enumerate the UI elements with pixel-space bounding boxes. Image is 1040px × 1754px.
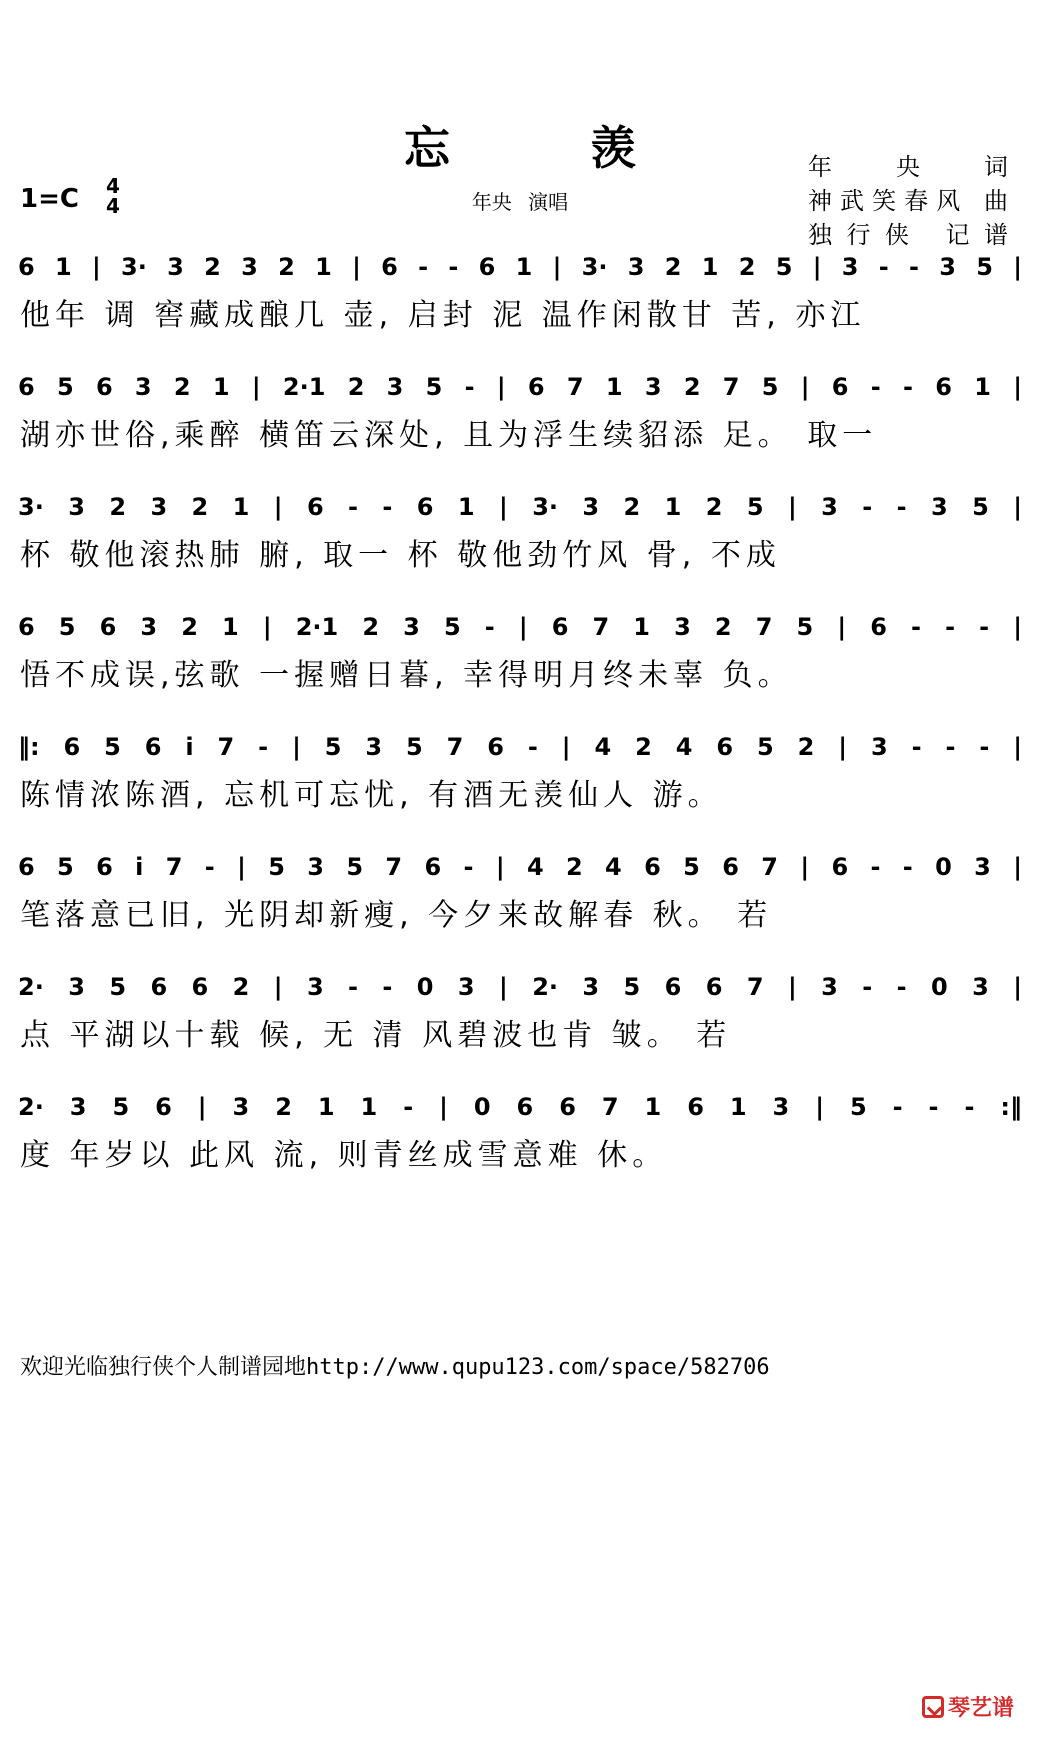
- page-title: 忘 羡: [403, 121, 698, 175]
- lyrics-row: 湖亦世俗,乘醉 横笛云深处, 且为浮生续貂添 足。 取一: [20, 418, 878, 453]
- time-signature-bottom: 4: [106, 194, 120, 218]
- lyrics-row: 他年 调 窖藏成酿几 壶, 启封 泥 温作闲散甘 苦, 亦江: [20, 298, 866, 333]
- notation-row: ‖: 6 5 6 i 7 - | 5 3 5 7 6 - | 4 2 4 6 5 2 | 3 - - - |: [18, 733, 1022, 761]
- time-signature-top: 4: [106, 174, 120, 198]
- score-line: [0, 842, 1040, 962]
- score-line: [0, 602, 1040, 722]
- notation-row: 6 5 6 3 2 1 | 2·1 2 3 5 - | 6 7 1 3 2 7 5 | 6 - - - |: [18, 613, 1022, 641]
- lyrics-row: 笔落意已旧, 光阴却新瘦, 今夕来故解春 秋。 若: [20, 898, 773, 933]
- lyrics-row: 杯 敬他滚热肺 腑, 取一 杯 敬他劲竹风 骨, 不成: [20, 538, 781, 573]
- composer-credit: 神武笑春风 曲: [808, 187, 1008, 215]
- lyrics-row: 悟不成误,弦歌 一握赠日暮, 幸得明月终未辜 负。: [20, 658, 793, 693]
- lyrics-row: 度 年岁以 此风 流, 则青丝成雪意难 休。: [20, 1138, 668, 1173]
- score-line: [0, 962, 1040, 1082]
- score-line: [0, 362, 1040, 482]
- score-line: [0, 482, 1040, 602]
- notation-row: 2· 3 5 6 6 2 | 3 - - 0 3 | 2· 3 5 6 6 7 | 3 - - 0 3 |: [18, 973, 1022, 1001]
- footer-link[interactable]: 欢迎光临独行侠个人制谱园地http://www.qupu123.com/space/582706: [20, 1355, 770, 1380]
- score-line: [0, 722, 1040, 842]
- logo: [922, 1691, 1014, 1722]
- transcriber-credit: 独行侠 记谱: [808, 221, 1008, 249]
- lyrics-row: 点 平湖以十载 候, 无 清 风碧波也肯 皱。 若: [20, 1018, 732, 1053]
- score-line: [0, 242, 1040, 362]
- singer: 年央 演唱: [471, 190, 569, 214]
- credits: [808, 150, 1008, 252]
- notation-row: 3· 3 2 3 2 1 | 6 - - 6 1 | 3· 3 2 1 2 5 | 3 - - 3 5 |: [18, 493, 1022, 521]
- qinyipu-logo-icon: [922, 1696, 944, 1718]
- notation-row: 6 5 6 3 2 1 | 2·1 2 3 5 - | 6 7 1 3 2 7 5 | 6 - - 6 1 |: [18, 373, 1022, 401]
- notation-row: 6 5 6 i 7 - | 5 3 5 7 6 - | 4 2 4 6 5 6 7 | 6 - - 0 3 |: [18, 853, 1022, 881]
- lyrics-row: 陈情浓陈酒, 忘机可忘忧, 有酒无羡仙人 游。: [20, 778, 723, 813]
- notation-row: 2· 3 5 6 | 3 2 1 1 - | 0 6 6 7 1 6 1 3 | 5 - - - :‖: [18, 1093, 1022, 1121]
- logo-text: 琴艺谱: [947, 1696, 1014, 1721]
- time-signature: [100, 176, 126, 216]
- score-line: [0, 1082, 1040, 1202]
- key-signature: 1=C: [20, 184, 79, 214]
- notation-row: 6 1 | 3· 3 2 3 2 1 | 6 - - 6 1 | 3· 3 2 1 2 5 | 3 - - 3 5 |: [18, 253, 1022, 281]
- lyricist-credit: 年 央 词: [808, 153, 1008, 181]
